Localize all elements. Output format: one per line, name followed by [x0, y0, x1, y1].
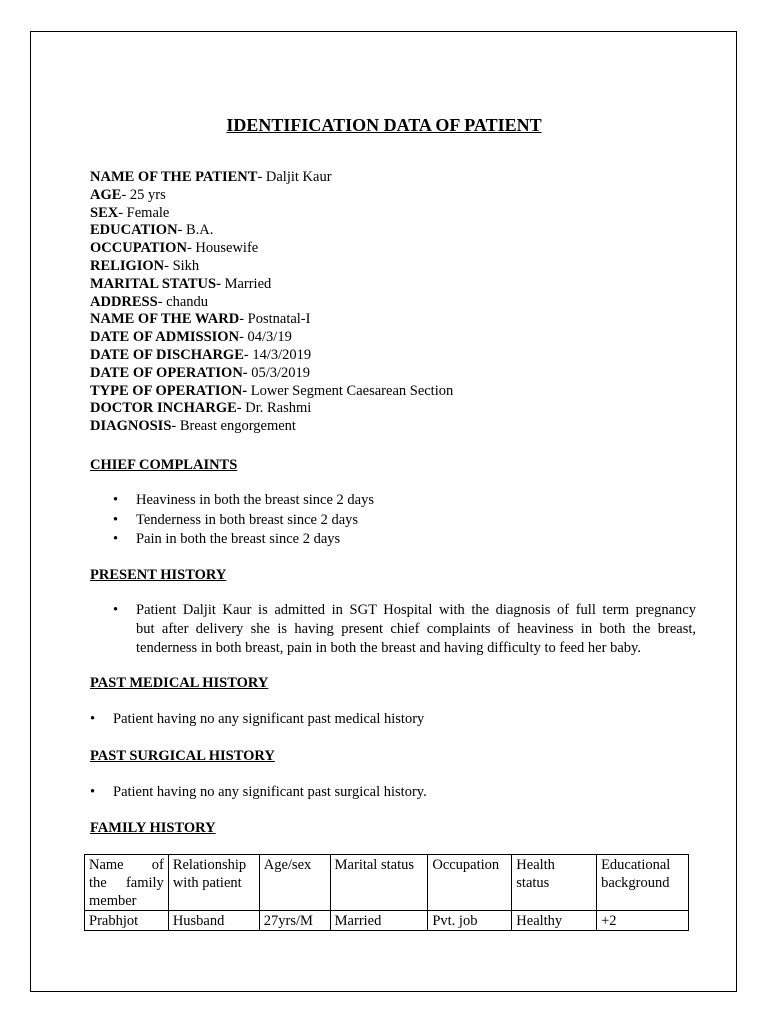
field-value: Lower Segment Caesarean Section [247, 382, 454, 399]
header-marital-status: Marital status [330, 855, 428, 911]
list-item: • Patient having no any significant past medical history [113, 710, 424, 729]
cell-name: Prabhjot [85, 911, 169, 931]
family-history-heading: FAMILY HISTORY [90, 820, 216, 836]
header-name-of-family-member [85, 855, 169, 911]
field-date-of-admission [90, 329, 453, 347]
field-patient-name [90, 169, 453, 187]
field-value: - Postnatal-I [239, 311, 311, 328]
header-text: Name of [89, 857, 164, 873]
field-label: DIAGNOSIS [90, 418, 172, 435]
cell-marital-status: Married [330, 911, 428, 931]
header-text: background [601, 875, 670, 891]
field-date-of-discharge [90, 347, 453, 365]
field-sex [90, 205, 453, 223]
cell-relationship: Husband [168, 911, 259, 931]
field-label: TYPE OF OPERATION- [90, 382, 248, 399]
list-item: • Pain in both the breast since 2 days [136, 530, 374, 550]
history-line: • Patient Daljit Kaur is admitted in SGT Hospital with the diagnosis of full term pregnancy [136, 602, 696, 618]
field-value: - B.A. [177, 222, 214, 239]
field-education [90, 222, 453, 240]
family-history-table [84, 854, 689, 931]
cell-occupation: Pvt. job [428, 911, 512, 931]
field-value: - 14/3/2019 [243, 346, 312, 363]
header-educational-background [597, 855, 689, 911]
list-item [136, 601, 696, 658]
header-health-status [512, 855, 597, 911]
field-value: Married [220, 275, 272, 292]
field-label: DATE OF DISCHARGE [90, 346, 244, 363]
header-text: status [516, 875, 550, 891]
field-label: DOCTOR INCHARGE [90, 400, 237, 417]
field-type-of-operation [90, 383, 453, 401]
field-value: - Housewife [186, 240, 259, 257]
header-text: Relationship [172, 857, 247, 873]
header-age-sex: Age/sex [259, 855, 330, 911]
field-diagnosis [90, 418, 453, 436]
field-label: NAME OF THE PATIENT [90, 169, 258, 185]
field-age [90, 187, 453, 205]
table-header-row [85, 855, 689, 911]
list-item: • Heaviness in both the breast since 2 days [136, 491, 374, 511]
field-label: DATE OF OPERATION- [90, 364, 248, 381]
list-item: • Patient having no any significant past surgical history. [113, 783, 427, 802]
past-medical-history-list [113, 710, 424, 729]
field-ward [90, 311, 453, 329]
header-text: member [89, 893, 137, 909]
field-address [90, 294, 453, 312]
header-text: Health [516, 857, 555, 873]
cell-educational-background: +2 [597, 911, 689, 931]
field-label: OCCUPATION [90, 240, 187, 257]
table-row [85, 911, 689, 931]
past-medical-history-heading: PAST MEDICAL HISTORY [90, 675, 269, 691]
field-value: - Dr. Rashmi [236, 400, 312, 417]
cell-age-sex: 27yrs/M [259, 911, 330, 931]
header-text: with patient [172, 875, 242, 891]
chief-complaints-heading: CHIEF COMPLAINTS [90, 457, 238, 473]
header-text: the family [89, 875, 164, 891]
field-value: - Female [118, 204, 170, 221]
field-value: - Breast engorgement [171, 418, 296, 435]
patient-identification-fields [90, 169, 453, 436]
header-text: Educational [601, 857, 671, 873]
past-surgical-history-heading: PAST SURGICAL HISTORY [90, 748, 275, 764]
field-value: - 25 yrs [121, 186, 166, 203]
field-label: AGE [90, 186, 122, 203]
header-occupation: Occupation [428, 855, 512, 911]
past-surgical-history-list [113, 783, 427, 802]
cell-health-status: Healthy [512, 911, 597, 931]
header-relationship [168, 855, 259, 911]
field-label: NAME OF THE WARD [90, 311, 240, 328]
present-history-heading: PRESENT HISTORY [90, 567, 227, 583]
field-value: - chandu [157, 293, 209, 310]
field-value: - Daljit Kaur [257, 169, 332, 185]
field-value: - Sikh [164, 257, 200, 274]
field-label: ADDRESS [90, 293, 158, 310]
field-label: RELIGION [90, 257, 165, 274]
document-title: IDENTIFICATION DATA OF PATIENT [226, 115, 542, 135]
history-line: but after delivery she is having present chief complaints of heaviness in both the breast, [136, 621, 696, 637]
history-line: tenderness in both breast, pain in both the breast and having difficulty to feed her baby. [136, 640, 641, 656]
field-doctor-incharge [90, 400, 453, 418]
field-marital-status [90, 276, 453, 294]
field-value: 05/3/2019 [247, 364, 311, 381]
field-religion [90, 258, 453, 276]
field-label: DATE OF ADMISSION [90, 329, 240, 346]
list-item: • Tenderness in both breast since 2 days [136, 511, 374, 531]
field-value: - 04/3/19 [239, 329, 292, 346]
field-label: EDUCATION [90, 222, 178, 239]
field-label: MARITAL STATUS- [90, 275, 221, 292]
field-label: SEX [90, 204, 119, 221]
chief-complaints-list [136, 491, 374, 550]
present-history-list [136, 601, 696, 658]
field-date-of-operation [90, 365, 453, 383]
field-occupation [90, 240, 453, 258]
